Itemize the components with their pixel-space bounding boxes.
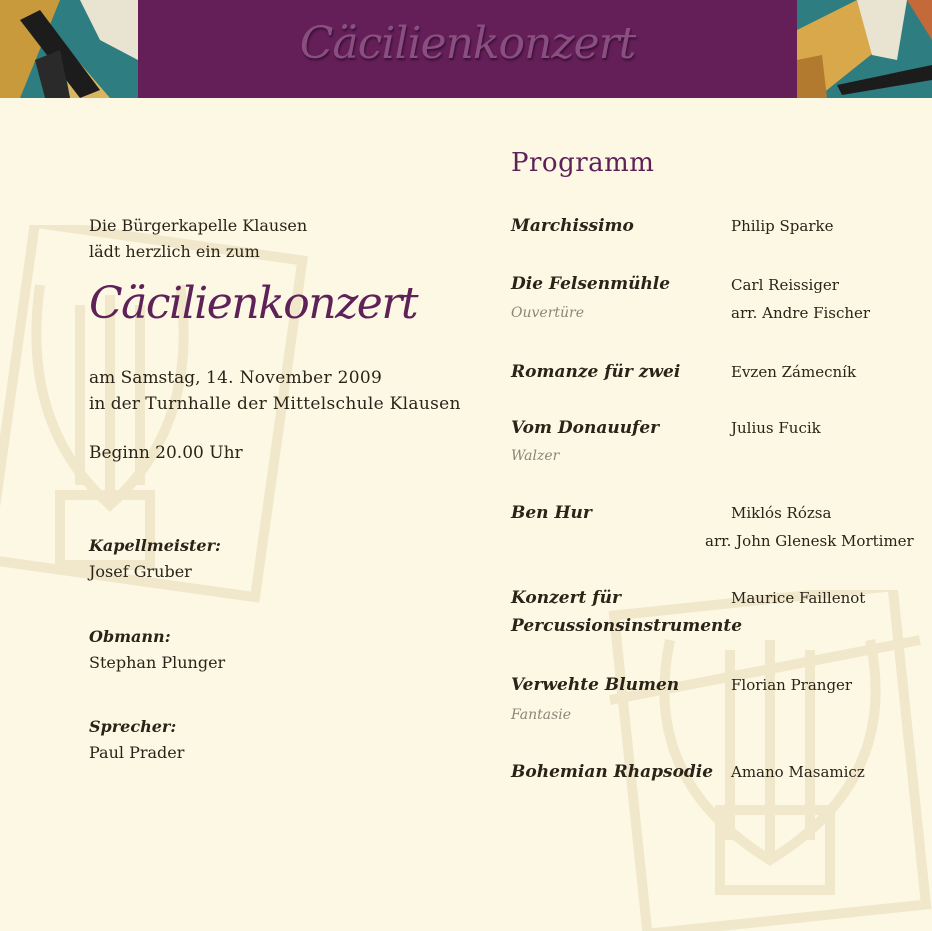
date-prefix: am Samstag, [89,368,206,388]
header-banner [0,0,932,98]
program-item-title-line2: Percussionsinstrumente [511,616,743,636]
event-date: 14. November 2009 [205,368,383,388]
event-venue: Turnhalle der Mittelschule Klausen [145,394,461,414]
venue-prefix: in der [89,394,146,414]
banner-title: Cäcilienkonzert [299,18,636,69]
program-item-arranger: arr. Andre Fischer [731,304,871,322]
program-item-title: Konzert für [511,588,621,608]
program-item-title: Ben Hur [511,503,592,523]
program-item-subtitle: Ouvertüre [511,305,585,321]
role-sprecher [89,714,184,766]
program-item-subtitle: Walzer [511,448,560,464]
role-kapellmeister [89,533,221,585]
begin-time: Beginn 20.00 Uhr [89,443,243,463]
role-name: Stephan Plunger [89,653,226,672]
program-item-composer: Maurice Faillenot [731,589,866,607]
program-heading: Programm [511,148,655,178]
invitation-line1: Die Bürgerkapelle Klausen [89,216,308,235]
role-label: Obmann: [89,627,171,646]
event-details [89,365,461,417]
program-item-subtitle: Fantasie [511,707,572,723]
program-item-composer: Amano Masamicz [731,763,865,781]
program-item-composer: Florian Pranger [731,676,853,694]
role-obmann [89,624,225,676]
program-item-composer: Julius Fucik [731,419,821,437]
role-label: Kapellmeister: [89,536,221,555]
program-item-composer: Carl Reissiger [731,276,839,294]
role-name: Josef Gruber [89,562,192,581]
painting-right [797,0,932,98]
program-item-title: Marchissimo [511,216,634,236]
program-item-title: Die Felsenmühle [511,274,671,294]
program-item-title: Romanze für zwei [511,362,681,382]
program-item-title: Vom Donauufer [511,418,660,438]
invitation-intro [89,213,307,265]
program-item-title: Bohemian Rhapsodie [511,762,714,782]
program-item-composer: Evzen Zámecník [731,363,857,381]
painting-left [0,0,138,98]
invitation-line2: lädt herzlich ein zum [89,242,260,261]
program-item-composer: Miklós Rózsa [731,504,832,522]
program-item-title: Verwehte Blumen [511,675,680,695]
role-name: Paul Prader [89,743,185,762]
program-item-arranger: arr. John Glenesk Mortimer [705,532,914,550]
role-label: Sprecher: [89,717,177,736]
program-item-composer: Philip Sparke [731,217,834,235]
concert-title: Cäcilienkonzert [89,278,418,329]
